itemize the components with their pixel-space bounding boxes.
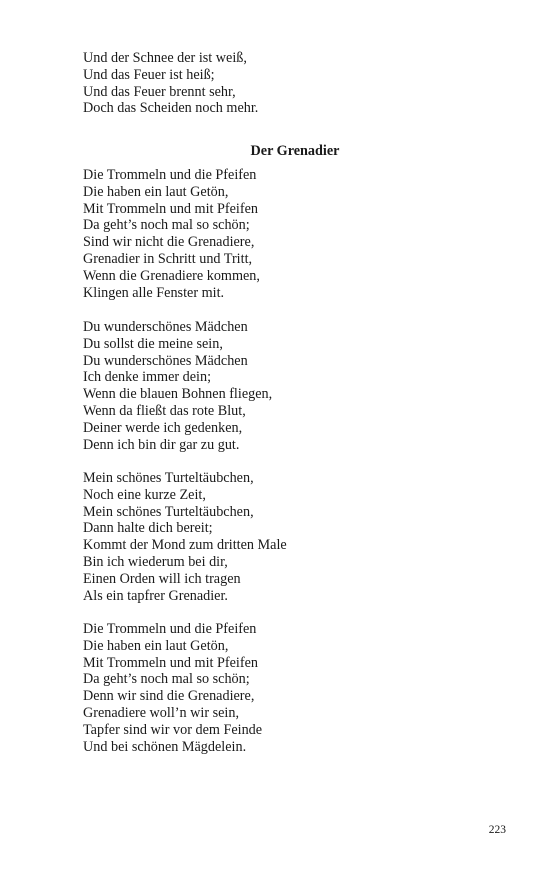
- verse-line: Wenn da fließt das rote Blut,: [83, 402, 246, 419]
- verse-line: Klingen alle Fenster mit.: [83, 284, 225, 301]
- verse-line: Und das Feuer brennt sehr,: [83, 83, 236, 100]
- verse-line: Als ein tapfrer Grenadier.: [83, 587, 228, 604]
- verse-line: Die Trommeln und die Pfeifen: [83, 167, 257, 183]
- stanza-2: [83, 319, 272, 453]
- verse-line: Du wunderschönes Mädchen: [83, 319, 248, 335]
- stanza-previous-poem-ending: [83, 50, 258, 117]
- verse-line: Bin ich wiederum bei dir,: [83, 553, 228, 570]
- verse-line: Noch eine kurze Zeit,: [83, 486, 206, 503]
- verse-line: Doch das Scheiden noch mehr.: [83, 100, 259, 117]
- verse-line: Die Trommeln und die Pfeifen: [83, 621, 257, 637]
- poem-title: Der Grenadier: [250, 143, 340, 159]
- verse-line: Mit Trommeln und mit Pfeifen: [83, 200, 258, 217]
- verse-line: Und der Schnee der ist weiß,: [83, 50, 247, 66]
- verse-line: Du wunderschönes Mädchen: [83, 352, 248, 369]
- verse-line: Du sollst die meine sein,: [83, 335, 223, 352]
- verse-line: Mein schönes Turteltäubchen,: [83, 503, 254, 520]
- verse-line: Tapfer sind wir vor dem Feinde: [83, 721, 263, 738]
- verse-line: Grenadier in Schritt und Tritt,: [83, 250, 253, 267]
- verse-line: Denn wir sind die Grenadiere,: [83, 688, 255, 705]
- stanza-3: [83, 470, 287, 604]
- verse-line: Wenn die Grenadiere kommen,: [83, 267, 260, 284]
- verse-line: Da geht’s noch mal so schön;: [83, 671, 250, 688]
- verse-line: Und bei schönen Mägdelein.: [83, 738, 247, 755]
- verse-line: Da geht’s noch mal so schön;: [83, 217, 250, 234]
- stanza-1: [83, 167, 260, 301]
- verse-line: Mit Trommeln und mit Pfeifen: [83, 654, 258, 671]
- verse-line: Denn ich bin dir gar zu gut.: [83, 436, 240, 453]
- verse-line: Die haben ein laut Getön,: [83, 637, 229, 654]
- verse-line: Die haben ein laut Getön,: [83, 183, 229, 200]
- verse-line: Einen Orden will ich tragen: [83, 570, 241, 587]
- verse-line: Mein schönes Turteltäubchen,: [83, 470, 254, 486]
- verse-line: Sind wir nicht die Grenadiere,: [83, 234, 255, 251]
- verse-line: Wenn die blauen Bohnen fliegen,: [83, 386, 273, 403]
- verse-line: Grenadiere woll’n wir sein,: [83, 704, 240, 721]
- verse-line: Deiner werde ich gedenken,: [83, 419, 243, 436]
- verse-line: Dann halte dich bereit;: [83, 520, 213, 537]
- stanza-4: [83, 621, 262, 755]
- page-number: 223: [488, 824, 506, 836]
- verse-line: Und das Feuer ist heiß;: [83, 66, 215, 83]
- verse-line: Kommt der Mond zum dritten Male: [83, 537, 287, 554]
- verse-line: Ich denke immer dein;: [83, 369, 212, 386]
